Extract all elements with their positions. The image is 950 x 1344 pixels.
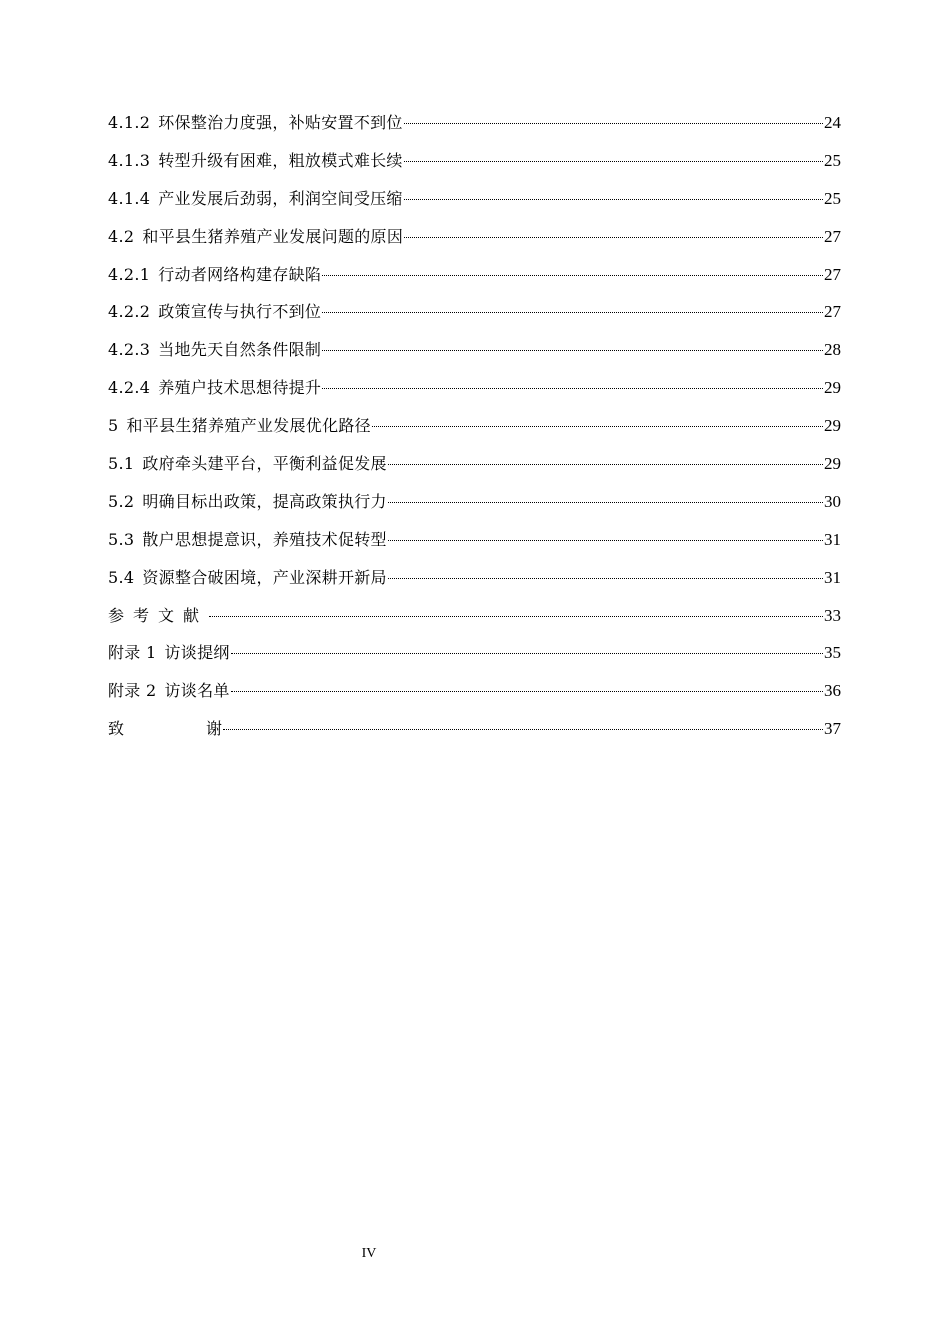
- toc-entry-number: 5: [108, 416, 119, 436]
- toc-page-number: 25: [824, 188, 841, 208]
- table-of-contents: [108, 110, 841, 754]
- toc-entry[interactable]: [108, 337, 841, 375]
- toc-entry-text: 环保整治力度强，补贴安置不到位: [158, 113, 403, 132]
- toc-dot-leader: [231, 691, 823, 692]
- toc-entry-title: [108, 640, 230, 666]
- toc-page-number: 36: [824, 681, 841, 701]
- toc-page-number: 37: [824, 719, 841, 739]
- toc-page-number: 29: [824, 416, 841, 436]
- toc-dot-leader: [404, 123, 823, 124]
- toc-page-number: 31: [824, 567, 841, 587]
- toc-entry-title: [108, 337, 321, 363]
- toc-page-number: 28: [824, 340, 841, 360]
- toc-entry-text: 养殖户技术思想待提升: [158, 378, 322, 398]
- toc-page-number: 35: [824, 643, 841, 663]
- toc-entry-title: [108, 299, 321, 325]
- toc-entry-number: 5.4: [108, 567, 135, 587]
- toc-entry[interactable]: [108, 375, 841, 413]
- toc-entry-title: [108, 110, 403, 136]
- toc-entry[interactable]: [108, 451, 841, 489]
- toc-entry-text: 和平县生猪养殖产业发展优化路径: [126, 416, 371, 436]
- toc-page-number: 31: [824, 529, 841, 549]
- toc-entry-title: [108, 451, 387, 477]
- toc-dot-leader: [231, 653, 823, 654]
- toc-entry[interactable]: [108, 413, 841, 451]
- toc-entry-number: 4.2.2: [108, 302, 151, 322]
- toc-entry-number: 5.2: [108, 491, 135, 511]
- toc-page-number: 24: [824, 113, 841, 132]
- toc-entry-title: [108, 413, 371, 439]
- toc-entry-title: [108, 489, 387, 515]
- toc-dot-leader: [388, 578, 823, 579]
- toc-entry-references[interactable]: [108, 603, 841, 641]
- toc-entry-text: 访谈提纲: [164, 643, 230, 663]
- toc-entry-title: [108, 716, 222, 742]
- toc-dot-leader: [404, 161, 823, 162]
- toc-page-number: 27: [824, 226, 841, 246]
- toc-page-number: 27: [824, 302, 841, 322]
- toc-entry-text: 散户思想提意识，养殖技术促转型: [142, 529, 387, 549]
- toc-entry-title: [108, 527, 387, 553]
- toc-entry-number: 4.2.4: [108, 378, 151, 398]
- toc-entry[interactable]: [108, 299, 841, 337]
- toc-dot-leader: [322, 388, 823, 389]
- toc-dot-leader: [388, 540, 823, 541]
- toc-entry-title: [108, 186, 403, 212]
- toc-entry-text: 和平县生猪养殖产业发展问题的原因: [142, 226, 404, 246]
- toc-page-number: 29: [824, 454, 841, 474]
- toc-entry-title: [108, 678, 230, 704]
- toc-dot-leader: [322, 275, 823, 276]
- toc-entry-number: 4.2: [108, 226, 135, 246]
- toc-entry-number: 5.3: [108, 529, 135, 549]
- toc-entry-title: [108, 262, 321, 288]
- toc-entry-number: 4.1.3: [108, 150, 151, 170]
- toc-dot-leader: [372, 426, 823, 427]
- toc-entry-text: 产业发展后劲弱，利润空间受压缩: [158, 188, 403, 208]
- toc-dot-leader: [223, 729, 823, 730]
- toc-entry-title: [108, 224, 403, 250]
- toc-entry-text: 行动者网络构建存缺陷: [158, 264, 322, 284]
- toc-entry[interactable]: [108, 565, 841, 603]
- toc-entry-text: 明确目标出政策，提高政策执行力: [142, 491, 387, 511]
- toc-entry-text: 政策宣传与执行不到位: [158, 302, 322, 322]
- toc-page-number: 33: [824, 605, 841, 625]
- toc-entry-title: [108, 565, 387, 591]
- toc-entry[interactable]: [108, 224, 841, 262]
- toc-entry-acknowledgements[interactable]: [108, 716, 841, 754]
- toc-dot-leader: [404, 199, 823, 200]
- toc-dot-leader: [322, 312, 823, 313]
- footer-page-number: IV: [361, 1246, 377, 1261]
- toc-dot-leader: [322, 350, 823, 351]
- toc-entry-number: 4.2.1: [108, 264, 151, 284]
- toc-entry-appendix-2[interactable]: [108, 678, 841, 716]
- toc-entry-number: 4.1.2: [108, 113, 151, 132]
- toc-dot-leader: [404, 237, 823, 238]
- toc-entry-text: 当地先天自然条件限制: [158, 340, 322, 360]
- toc-page-number: 25: [824, 150, 841, 170]
- toc-dot-leader: [209, 616, 823, 617]
- toc-entry-number: 4.1.4: [108, 188, 151, 208]
- toc-entry-appendix-1[interactable]: [108, 640, 841, 678]
- toc-entry-title: [108, 375, 321, 401]
- toc-entry-number: 附录 1: [108, 643, 157, 663]
- toc-entry-text-first: 致: [108, 719, 125, 739]
- toc-entry-title: [108, 148, 403, 174]
- toc-page-number: 29: [824, 378, 841, 398]
- toc-entry-number: 附录 2: [108, 681, 157, 701]
- toc-entry[interactable]: [108, 186, 841, 224]
- toc-entry[interactable]: [108, 148, 841, 186]
- toc-entry[interactable]: [108, 262, 841, 300]
- toc-entry-text-last: 谢: [206, 719, 223, 739]
- toc-entry-text: 访谈名单: [164, 681, 230, 701]
- toc-entry[interactable]: [108, 110, 841, 148]
- toc-entry-text: 资源整合破困境，产业深耕开新局: [142, 567, 387, 587]
- toc-page-number: 30: [824, 491, 841, 511]
- toc-page-number: 27: [824, 264, 841, 284]
- toc-entry-number: 4.2.3: [108, 340, 151, 360]
- toc-dot-leader: [388, 464, 823, 465]
- toc-entry[interactable]: [108, 527, 841, 565]
- toc-entry[interactable]: [108, 489, 841, 527]
- toc-entry-number: 5.1: [108, 454, 135, 474]
- toc-entry-text: 参考文献: [108, 605, 209, 625]
- toc-dot-leader: [388, 502, 823, 503]
- toc-entry-text: 转型升级有困难，粗放模式难长续: [158, 150, 403, 170]
- toc-entry-text: 政府牵头建平台，平衡利益促发展: [142, 454, 387, 474]
